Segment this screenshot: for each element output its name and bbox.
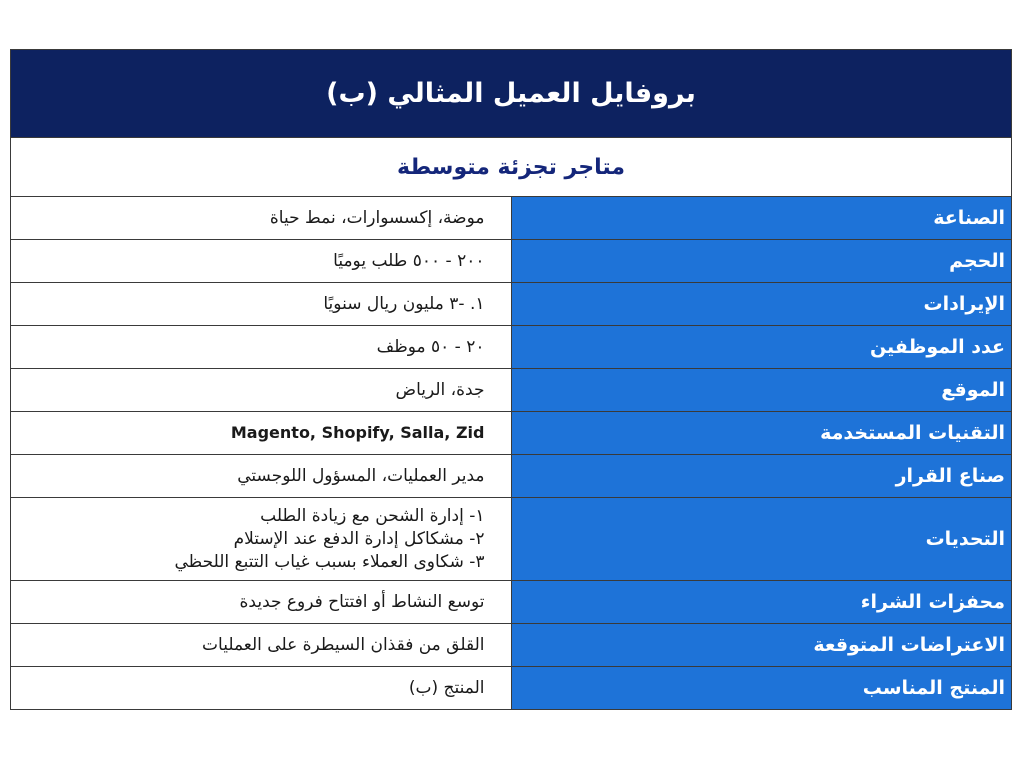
challenge-item: ١- إدارة الشحن مع زيادة الطلب (260, 505, 485, 526)
table-row (11, 455, 1012, 498)
row-label-industry: الصناعة (511, 197, 1012, 240)
table-row (11, 240, 1012, 283)
table-subtitle: متاجر تجزئة متوسطة (11, 138, 1012, 197)
row-label-decision-makers: صناع القرار (511, 455, 1012, 498)
row-label-purchase-triggers: محفزات الشراء (511, 581, 1012, 624)
table-row (11, 412, 1012, 455)
row-value-technologies (11, 412, 512, 455)
challenge-item: ٢- مشكاكل إدارة الدفع عند الإستلام (233, 528, 485, 549)
table-row (11, 667, 1012, 710)
row-value-suitable-product: المنتج (ب) (11, 667, 512, 710)
table-row (11, 326, 1012, 369)
row-label-objections: الاعتراضات المتوقعة (511, 624, 1012, 667)
row-label-employees: عدد الموظفين (511, 326, 1012, 369)
row-value-revenue: ١. -٣ مليون ريال سنويًا (11, 283, 512, 326)
row-value-size: ٢٠٠ - ٥٠٠ طلب يوميًا (11, 240, 512, 283)
challenge-item: ٣- شكاوى العملاء بسبب غياب التتبع اللحظي (174, 551, 485, 572)
row-value-location: جدة، الرياض (11, 369, 512, 412)
table-row (11, 624, 1012, 667)
row-value-decision-makers: مدير العمليات، المسؤول اللوجستي (11, 455, 512, 498)
table-row (11, 581, 1012, 624)
row-label-technologies: التقنيات المستخدمة (511, 412, 1012, 455)
row-label-revenue: الإيرادات (511, 283, 1012, 326)
row-value-industry: موضة، إكسسوارات، نمط حياة (11, 197, 512, 240)
table-row (11, 369, 1012, 412)
row-value-objections: القلق من فقذان السيطرة على العمليات (11, 624, 512, 667)
table-row (11, 197, 1012, 240)
table-row (11, 283, 1012, 326)
table-row (11, 498, 1012, 581)
row-label-size: الحجم (511, 240, 1012, 283)
row-label-location: الموقع (511, 369, 1012, 412)
row-label-challenges: التحديات (511, 498, 1012, 581)
table-title: بروفايل العميل المثالي (ب) (11, 50, 1012, 138)
row-value-challenges (11, 498, 512, 581)
row-label-suitable-product: المنتج المناسب (511, 667, 1012, 710)
technologies-list: Magento, Shopify, Salla, Zid (230, 423, 485, 442)
customer-profile-table (10, 49, 1012, 710)
row-value-employees: ٢٠ - ٥٠ موظف (11, 326, 512, 369)
row-value-purchase-triggers: توسع النشاط أو افتتاح فروع جديدة (11, 581, 512, 624)
